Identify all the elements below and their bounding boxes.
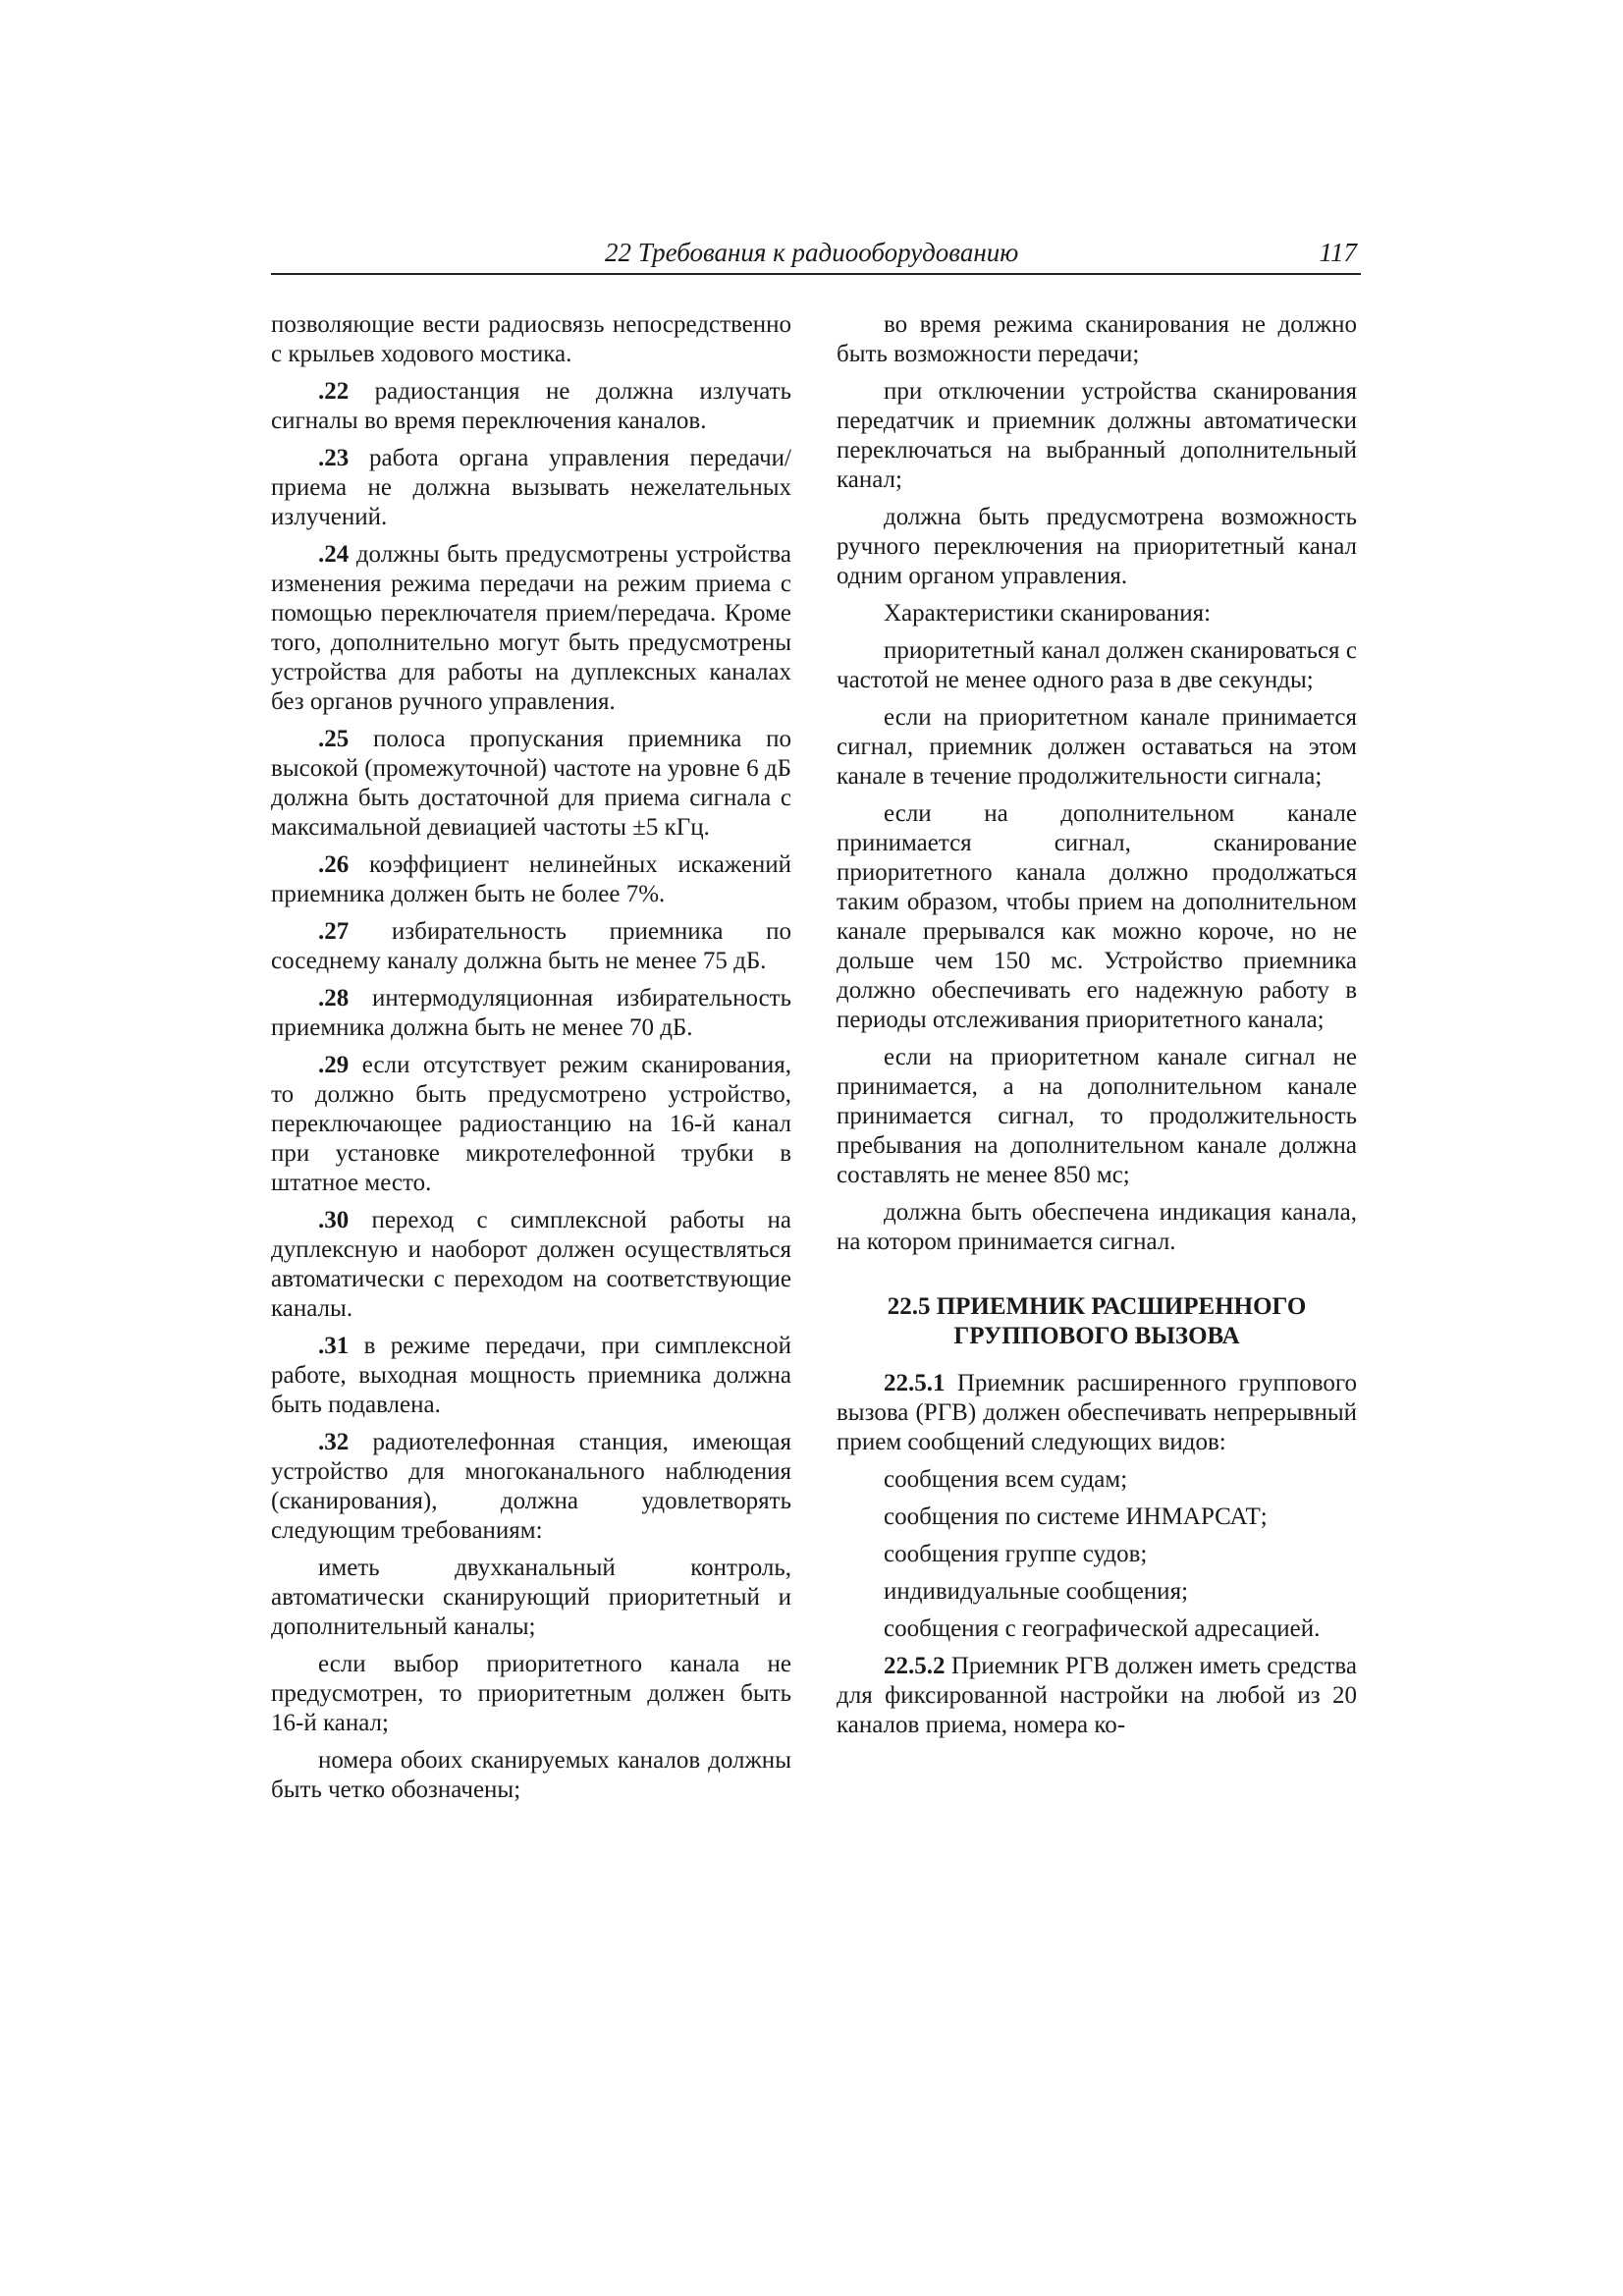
clause-number: .25 [318, 726, 350, 752]
paragraph [837, 377, 1357, 495]
paragraph [271, 1554, 791, 1642]
paragraph-text: если на приоритетном канале сигнал не принимается, а на дополнительном канале принимается сигнал, то продолжительность пребывания на дополнительном канале должна составлять не менее 850 мс; [837, 1044, 1357, 1188]
paragraph [837, 636, 1357, 695]
paragraph [271, 1332, 791, 1420]
paragraph [837, 1198, 1357, 1257]
page-number: 117 [1319, 238, 1357, 267]
paragraph-text: при отключении устройства сканирования передатчик и приемник должны автоматически переключаться на выбранный дополнительный канал; [837, 378, 1357, 493]
right-column-part-a [837, 310, 1357, 1257]
paragraph [271, 1746, 791, 1805]
paragraph-text: должна быть обеспечена индикация канала, на котором принимается сигнал. [837, 1199, 1357, 1255]
clause-number: .32 [318, 1429, 350, 1455]
paragraph [837, 1540, 1357, 1569]
paragraph-text: работа органа управления передачи/приема не должна вызывать нежелательных излучений. [271, 445, 791, 530]
paragraph [837, 1369, 1357, 1457]
paragraph-text: сообщения группе судов; [884, 1541, 1148, 1567]
paragraph [271, 1051, 791, 1198]
clause-number: .27 [318, 918, 350, 945]
paragraph-text: иметь двухканальный контроль, автоматически сканирующий приоритетный и дополнительный каналы; [271, 1555, 791, 1640]
paragraph-text: интермодуляционная избирательность приемника должна быть не менее 70 дБ. [271, 985, 791, 1041]
paragraph-text: Характеристики сканирования: [884, 600, 1212, 627]
section-heading [837, 1292, 1357, 1351]
paragraph [271, 984, 791, 1043]
paragraph [837, 1577, 1357, 1607]
paragraph [271, 1650, 791, 1738]
paragraph [271, 917, 791, 976]
paragraph-text: радиостанция не должна излучать сигналы во время переключения каналов. [271, 378, 791, 434]
clause-number: .30 [318, 1207, 350, 1233]
clause-number: .29 [318, 1052, 350, 1078]
paragraph-text: если на дополнительном канале принимается сигнал, сканирование приоритетного канала должно продолжаться таким образом, чтобы прием на дополнительном канале прерывался как можно короче, но не дольше чем 150 мс. Устройство приемника должно обеспечивать его надежную работу в периоды отслеживания приоритетного канала; [837, 800, 1357, 1033]
paragraph [837, 703, 1357, 792]
paragraph [271, 540, 791, 717]
paragraph-text: должны быть предусмотрены устройства изменения режима передачи на режим приема с помощью переключателя прием/передача. Кроме того, дополнительно могут быть предусмотрены устройства для работы на дуплексных каналах без органов ручного управления. [271, 541, 791, 715]
paragraph-text: коэффициент нелинейных искажений приемника должен быть не более 7%. [271, 851, 791, 907]
paragraph [837, 1465, 1357, 1495]
clause-number: .31 [318, 1333, 350, 1359]
paragraph-text: если отсутствует режим сканирования, то должно быть предусмотрено устройство, переключающее радиостанцию на 16-й канал при установке микротелефонной трубки в штатное место. [271, 1052, 791, 1196]
paragraph [837, 799, 1357, 1035]
paragraph [271, 377, 791, 436]
paragraph [271, 725, 791, 843]
clause-number: .26 [318, 851, 350, 878]
paragraph-text: сообщения всем судам; [884, 1466, 1128, 1493]
section-title-line-1: 22.5 ПРИЕМНИК РАСШИРЕННОГО [887, 1293, 1307, 1320]
paragraph [271, 444, 791, 532]
paragraph [837, 310, 1357, 369]
paragraph [271, 1206, 791, 1324]
paragraph-text: Приемник расширенного группового вызова (РГВ) должен обеспечивать непрерывный прием сообщений следующих видов: [837, 1370, 1357, 1455]
right-column [837, 310, 1357, 1748]
paragraph-text: избирательность приемника по соседнему каналу должна быть не менее 75 дБ. [271, 918, 791, 974]
paragraph [837, 1652, 1357, 1740]
paragraph-text: полоса пропускания приемника по высокой (промежуточной) частоте на уровне 6 дБ должна быть достаточной для приема сигнала с максимальной девиацией частоты ±5 кГц. [271, 726, 791, 841]
paragraph-text: во время режима сканирования не должно быть возможности передачи; [837, 311, 1357, 367]
paragraph-text: позволяющие вести радиосвязь непосредственно с крыльев ходового мостика. [271, 311, 791, 367]
running-header [271, 236, 1361, 275]
paragraph-text: радиотелефонная станция, имеющая устройство для многоканального наблюдения (сканирования), должна удовлетворять следующим требованиям: [271, 1429, 791, 1544]
section-title-line-2: ГРУППОВОГО ВЫЗОВА [953, 1323, 1240, 1349]
paragraph [271, 850, 791, 909]
clause-number: 22.5.2 [884, 1653, 946, 1679]
paragraph [837, 1614, 1357, 1644]
paragraph [837, 1043, 1357, 1190]
right-column-part-b [837, 1369, 1357, 1740]
paragraph-text: номера обоих сканируемых каналов должны быть четко обозначены; [271, 1747, 791, 1803]
clause-number: .22 [318, 378, 350, 405]
paragraph-text: сообщения по системе ИНМАРСАТ; [884, 1503, 1268, 1530]
paragraph-text: в режиме передачи, при симплексной работе, выходная мощность приемника должна быть подавлена. [271, 1333, 791, 1418]
paragraph [271, 310, 791, 369]
paragraph [837, 599, 1357, 629]
paragraph-text: если на приоритетном канале принимается сигнал, приемник должен оставаться на этом канале в течение продолжительности сигнала; [837, 704, 1357, 790]
paragraph-text: приоритетный канал должен сканироваться с частотой не менее одного раза в две секунды; [837, 637, 1357, 693]
clause-number: 22.5.1 [884, 1370, 946, 1396]
header-title: 22 Требования к радиооборудованию [605, 238, 1019, 267]
paragraph [837, 1503, 1357, 1532]
left-column [271, 310, 791, 1813]
paragraph [271, 1428, 791, 1546]
paragraph [837, 503, 1357, 591]
clause-number: .24 [318, 541, 350, 568]
paragraph-text: сообщения с географической адресацией. [884, 1615, 1321, 1642]
paragraph-text: Приемник РГВ должен иметь средства для фиксированной настройки на любой из 20 каналов приема, номера ко- [837, 1653, 1357, 1738]
paragraph-text: переход с симплексной работы на дуплексную и наоборот должен осуществляться автоматически с переходом на соответствующие каналы. [271, 1207, 791, 1322]
paragraph-text: должна быть предусмотрена возможность ручного переключения на приоритетный канал одним органом управления. [837, 504, 1357, 589]
paragraph-text: если выбор приоритетного канала не предусмотрен, то приоритетным должен быть 16-й канал; [271, 1651, 791, 1736]
clause-number: .23 [318, 445, 350, 471]
paragraph-text: индивидуальные сообщения; [884, 1578, 1189, 1605]
clause-number: .28 [318, 985, 350, 1011]
